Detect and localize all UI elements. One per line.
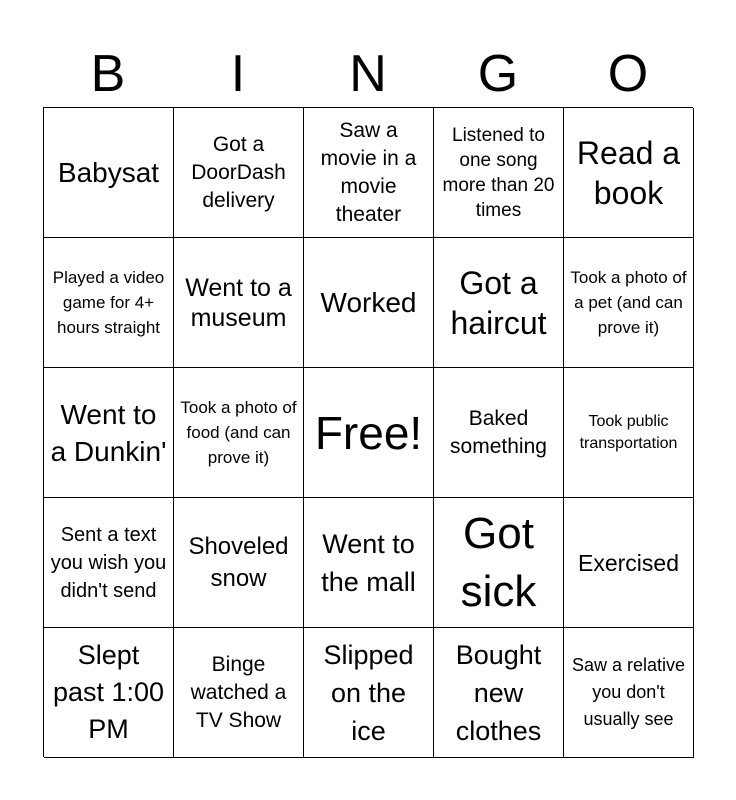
bingo-board bbox=[43, 107, 693, 757]
bingo-cell[interactable] bbox=[44, 238, 174, 368]
cell-text: Free! bbox=[314, 406, 423, 459]
bingo-cell[interactable] bbox=[304, 238, 434, 368]
bingo-cell[interactable] bbox=[564, 368, 694, 498]
cell-text: Went to a Dunkin' bbox=[50, 398, 167, 467]
cell-text: Got a DoorDash delivery bbox=[191, 132, 286, 212]
header-letter-n: N bbox=[349, 45, 387, 103]
bingo-cell[interactable] bbox=[174, 498, 304, 628]
cell-text: Shoveled snow bbox=[188, 532, 289, 592]
cell-text: Worked bbox=[320, 287, 417, 318]
cell-text: Sent a text you wish you didn't send bbox=[50, 523, 167, 602]
cell-text: Slipped on the ice bbox=[323, 639, 414, 746]
bingo-cell[interactable] bbox=[304, 108, 434, 238]
cell-text: Saw a relative you don't usually see bbox=[571, 655, 686, 729]
cell-text: Played a video game for 4+ hours straight bbox=[52, 268, 165, 337]
bingo-cell[interactable] bbox=[564, 108, 694, 238]
cell-text: Took a photo of a pet (and can prove it) bbox=[570, 268, 687, 337]
bingo-cell[interactable] bbox=[44, 498, 174, 628]
bingo-cell[interactable] bbox=[174, 108, 304, 238]
header-letter-g: G bbox=[477, 45, 519, 103]
cell-text: Bought new clothes bbox=[455, 639, 542, 746]
cell-text: Saw a movie in a movie theater bbox=[320, 118, 417, 226]
cell-text: Binge watched a TV Show bbox=[190, 652, 287, 732]
bingo-cell[interactable] bbox=[564, 628, 694, 758]
bingo-cell[interactable] bbox=[304, 498, 434, 628]
bingo-cell[interactable] bbox=[434, 628, 564, 758]
header-letter-i: I bbox=[230, 45, 246, 103]
header-letter-o: O bbox=[607, 45, 649, 103]
cell-text: Went to the mall bbox=[321, 528, 416, 597]
bingo-header bbox=[43, 40, 693, 108]
cell-text: Babysat bbox=[57, 157, 160, 188]
bingo-cell[interactable] bbox=[44, 628, 174, 758]
header-letter-b: B bbox=[90, 45, 126, 103]
bingo-cell[interactable] bbox=[174, 368, 304, 498]
cell-text: Took a photo of food (and can prove it) bbox=[180, 398, 297, 467]
cell-text: Slept past 1:00 PM bbox=[52, 640, 165, 744]
bingo-cell[interactable] bbox=[174, 238, 304, 368]
bingo-cell[interactable] bbox=[434, 498, 564, 628]
cell-text: Got a haircut bbox=[450, 264, 547, 341]
cell-text: Went to a museum bbox=[185, 273, 292, 332]
bingo-cell[interactable] bbox=[44, 368, 174, 498]
bingo-cell[interactable] bbox=[304, 628, 434, 758]
bingo-cell[interactable] bbox=[434, 108, 564, 238]
cell-text: Took public transportation bbox=[579, 412, 678, 452]
bingo-cell[interactable] bbox=[174, 628, 304, 758]
cell-text: Exercised bbox=[578, 549, 679, 576]
bingo-cell[interactable] bbox=[564, 238, 694, 368]
cell-text: Listened to one song more than 20 times bbox=[442, 124, 555, 221]
cell-text: Got sick bbox=[460, 508, 537, 616]
bingo-cell[interactable] bbox=[564, 498, 694, 628]
bingo-cell[interactable] bbox=[434, 238, 564, 368]
bingo-cell[interactable] bbox=[434, 368, 564, 498]
bingo-cell[interactable] bbox=[44, 108, 174, 238]
cell-text: Read a book bbox=[576, 134, 681, 211]
cell-text: Baked something bbox=[450, 406, 547, 458]
free-space[interactable] bbox=[304, 368, 434, 498]
